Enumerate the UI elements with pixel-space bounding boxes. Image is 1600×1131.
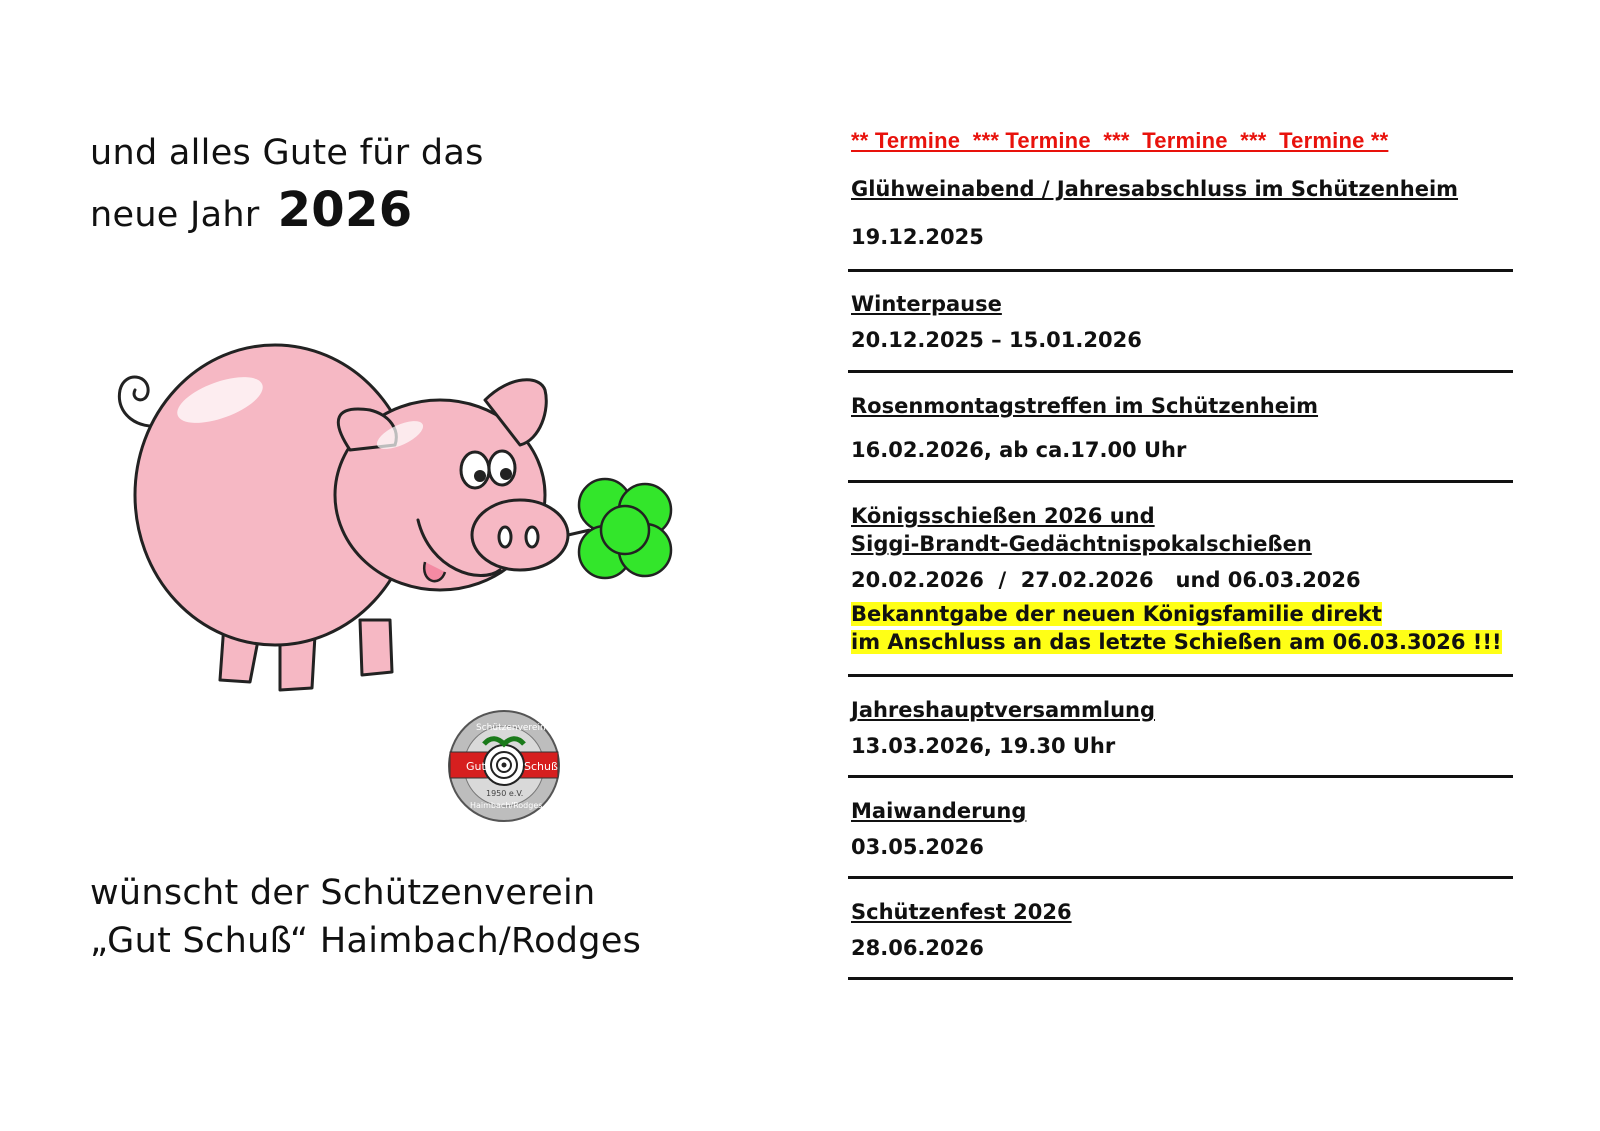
divider <box>848 674 1513 677</box>
event-gluehweinabend <box>851 175 1516 251</box>
event-note-line-2: im Anschluss an das letzte Schießen am 06.03.3026 !!! <box>851 630 1502 654</box>
termine-header: ** Termine *** Termine *** Termine *** Termine ** <box>851 128 1389 153</box>
greeting-year: 2026 <box>277 181 413 238</box>
greeting-new-year: neue Jahr <box>90 194 260 235</box>
divider <box>848 480 1513 483</box>
greeting-line-1: und alles Gute für das <box>90 133 484 173</box>
event-winterpause <box>851 290 1516 354</box>
pig-with-clover-illustration <box>100 330 690 710</box>
divider <box>848 977 1513 980</box>
event-title: Maiwanderung <box>851 799 1027 823</box>
greeting-top <box>90 132 484 240</box>
event-jahreshauptversammlung <box>851 696 1516 760</box>
seal-ring-top-text: Schützenverein <box>476 723 546 733</box>
event-title: Glühweinabend / Jahresabschluss im Schützenheim <box>851 177 1459 201</box>
seal-right-text: Schuß <box>524 760 558 773</box>
event-title: Schützenfest 2026 <box>851 900 1072 924</box>
event-title: Königsschießen 2026 und <box>851 504 1155 528</box>
event-date: 03.05.2026 <box>851 835 984 859</box>
event-note <box>851 600 1516 656</box>
event-title: Jahreshauptversammlung <box>851 698 1156 722</box>
event-date: 20.02.2026 / 27.02.2026 und 06.03.2026 <box>851 568 1361 592</box>
event-koenigsschiessen <box>851 502 1516 656</box>
seal-left-text: Gut <box>466 760 486 773</box>
event-date: 13.03.2026, 19.30 Uhr <box>851 734 1116 758</box>
event-date: 19.12.2025 <box>851 225 984 249</box>
event-title-line-2: Siggi-Brandt-Gedächtnispokalschießen <box>851 532 1312 556</box>
divider <box>848 269 1513 272</box>
greeting-bottom <box>90 872 641 964</box>
seal-ring-year-text: 1950 e.V. <box>486 789 524 798</box>
greeting-line-2 <box>90 180 484 240</box>
termine-section <box>851 128 1516 154</box>
event-date: 16.02.2026, ab ca.17.00 Uhr <box>851 438 1187 462</box>
seal-ring-bottom-text: Haimbach/Rodges <box>470 801 543 810</box>
event-schuetzenfest <box>851 898 1516 962</box>
greeting-club-line-1: wünscht der Schützenverein <box>90 873 596 913</box>
event-date: 28.06.2026 <box>851 936 984 960</box>
divider <box>848 876 1513 879</box>
event-maiwanderung <box>851 797 1516 861</box>
event-rosenmontag <box>851 392 1516 464</box>
event-title: Winterpause <box>851 292 1002 316</box>
event-title: Rosenmontagstreffen im Schützenheim <box>851 394 1319 418</box>
divider <box>848 775 1513 778</box>
event-note-line-1: Bekanntgabe der neuen Königsfamilie direkt <box>851 602 1382 626</box>
club-seal-logo <box>446 708 562 824</box>
divider <box>848 370 1513 373</box>
event-date: 20.12.2025 – 15.01.2026 <box>851 328 1142 352</box>
greeting-club-line-2: „Gut Schuß“ Haimbach/Rodges <box>90 920 642 961</box>
